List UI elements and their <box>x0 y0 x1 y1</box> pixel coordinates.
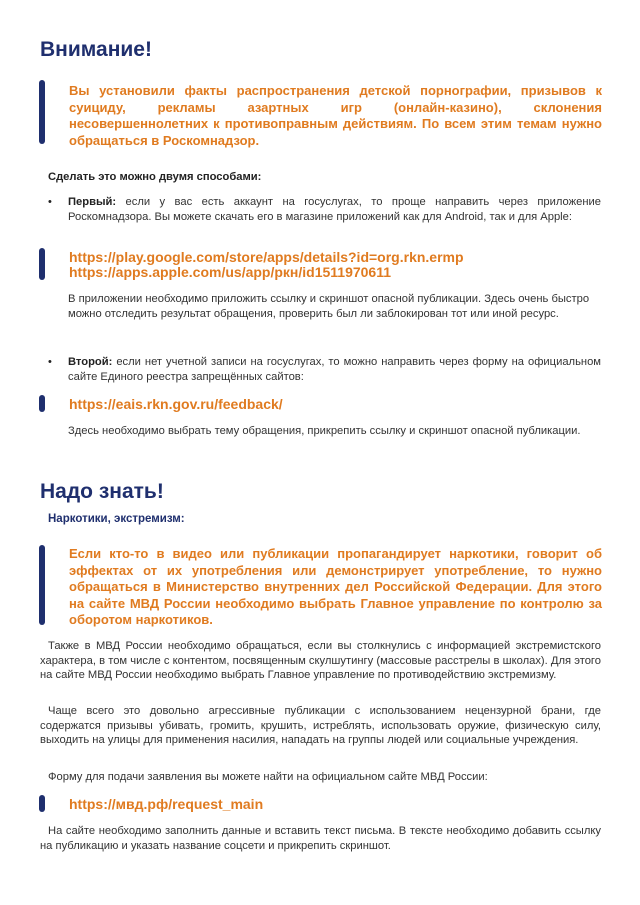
second-way-text <box>68 355 601 384</box>
mvd-request-link[interactable]: https://мвд.рф/request_main <box>69 796 264 812</box>
link-bar <box>39 248 45 280</box>
bullet-dot: • <box>48 196 52 208</box>
app-store-link[interactable]: https://apps.apple.com/us/app/ркн/id1511970611 <box>69 264 392 280</box>
first-way-lead: Первый: <box>68 196 117 208</box>
instructions-paragraph: На сайте необходимо заполнить данные и вставить текст письма. В тексте необходимо добавить ссылку на публикацию и указать название соцсети и прикрепить скриншот. <box>40 825 601 852</box>
app-note: В приложении необходимо приложить ссылку и скриншот опасной публикации. Здесь очень быстро можно отследить результат обращения, проверить был ли заблокирован тот или иной ресурс. <box>68 293 590 320</box>
extremism-paragraph: Также в МВД России необходимо обращаться, если вы столкнулись с информацией экстремистского характера, в том числе с контентом, посвященным скулшутингу (массовые расстрелы в школах). Для этого на сайте МВД России необходимо выбрать Главное управление по противодействию экстремизму. <box>40 640 601 682</box>
callout-bar <box>39 545 45 625</box>
second-way-lead: Второй: <box>68 356 113 368</box>
form-paragraph: Форму для подачи заявления вы можете найти на официальном сайте МВД России: <box>48 771 488 783</box>
bullet-dot: • <box>48 356 52 368</box>
first-way-body: если у вас есть аккаунт на госуслугах, то проще направить через приложение Роскомнадзора. Вы можете скачать его в магазине приложений как для Android, так и для Apple: <box>68 196 601 223</box>
google-play-link[interactable]: https://play.google.com/store/apps/details?id=org.rkn.ermp <box>69 249 464 265</box>
drugs-extremism-subheading: Наркотики, экстремизм: <box>48 513 185 525</box>
eais-feedback-link[interactable]: https://eais.rkn.gov.ru/feedback/ <box>69 396 283 412</box>
eais-note: Здесь необходимо выбрать тему обращения, прикрепить ссылку и скриншот опасной публикации. <box>68 425 581 437</box>
link-bar <box>39 395 45 412</box>
second-way-body: если нет учетной записи на госуслугах, то можно направить через форму на официальном сайте Единого реестра запрещённых сайтов: <box>68 356 601 383</box>
section-title-attention: Внимание! <box>40 38 152 61</box>
mvd-callout: Если кто-то в видео или публикации пропагандирует наркотики, говорит об эффектах от их употребления или демонстрирует употребление, то нужно обращаться в Министерство внутренних дел Российской Федерации. Для этого на сайте МВД России необходимо выбрать Главное управление по контролю за оборотом наркотиков. <box>69 546 602 627</box>
callout-bar <box>39 80 45 144</box>
link-bar <box>39 795 45 812</box>
first-way-text <box>68 195 601 224</box>
section-title-know: Надо знать! <box>40 480 164 503</box>
aggressive-posts-paragraph: Чаще всего это довольно агрессивные публикации с использованием нецензурной брани, где содержатся призывы убивать, громить, крушить, истреблять, использовать оружие, физическую силу, выходить на улицы для применения насилия, нападать на группы людей или социальные учреждения. <box>40 705 601 747</box>
ways-heading: Сделать это можно двумя способами: <box>48 171 262 183</box>
rkn-callout: Вы установили факты распространения детской порнографии, призывов к суициду, рекламы азартных игр (онлайн-казино), склонения несовершеннолетних к противоправным действиям. По всем этим темам нужно обращаться в Роскомнадзор. <box>69 83 602 148</box>
